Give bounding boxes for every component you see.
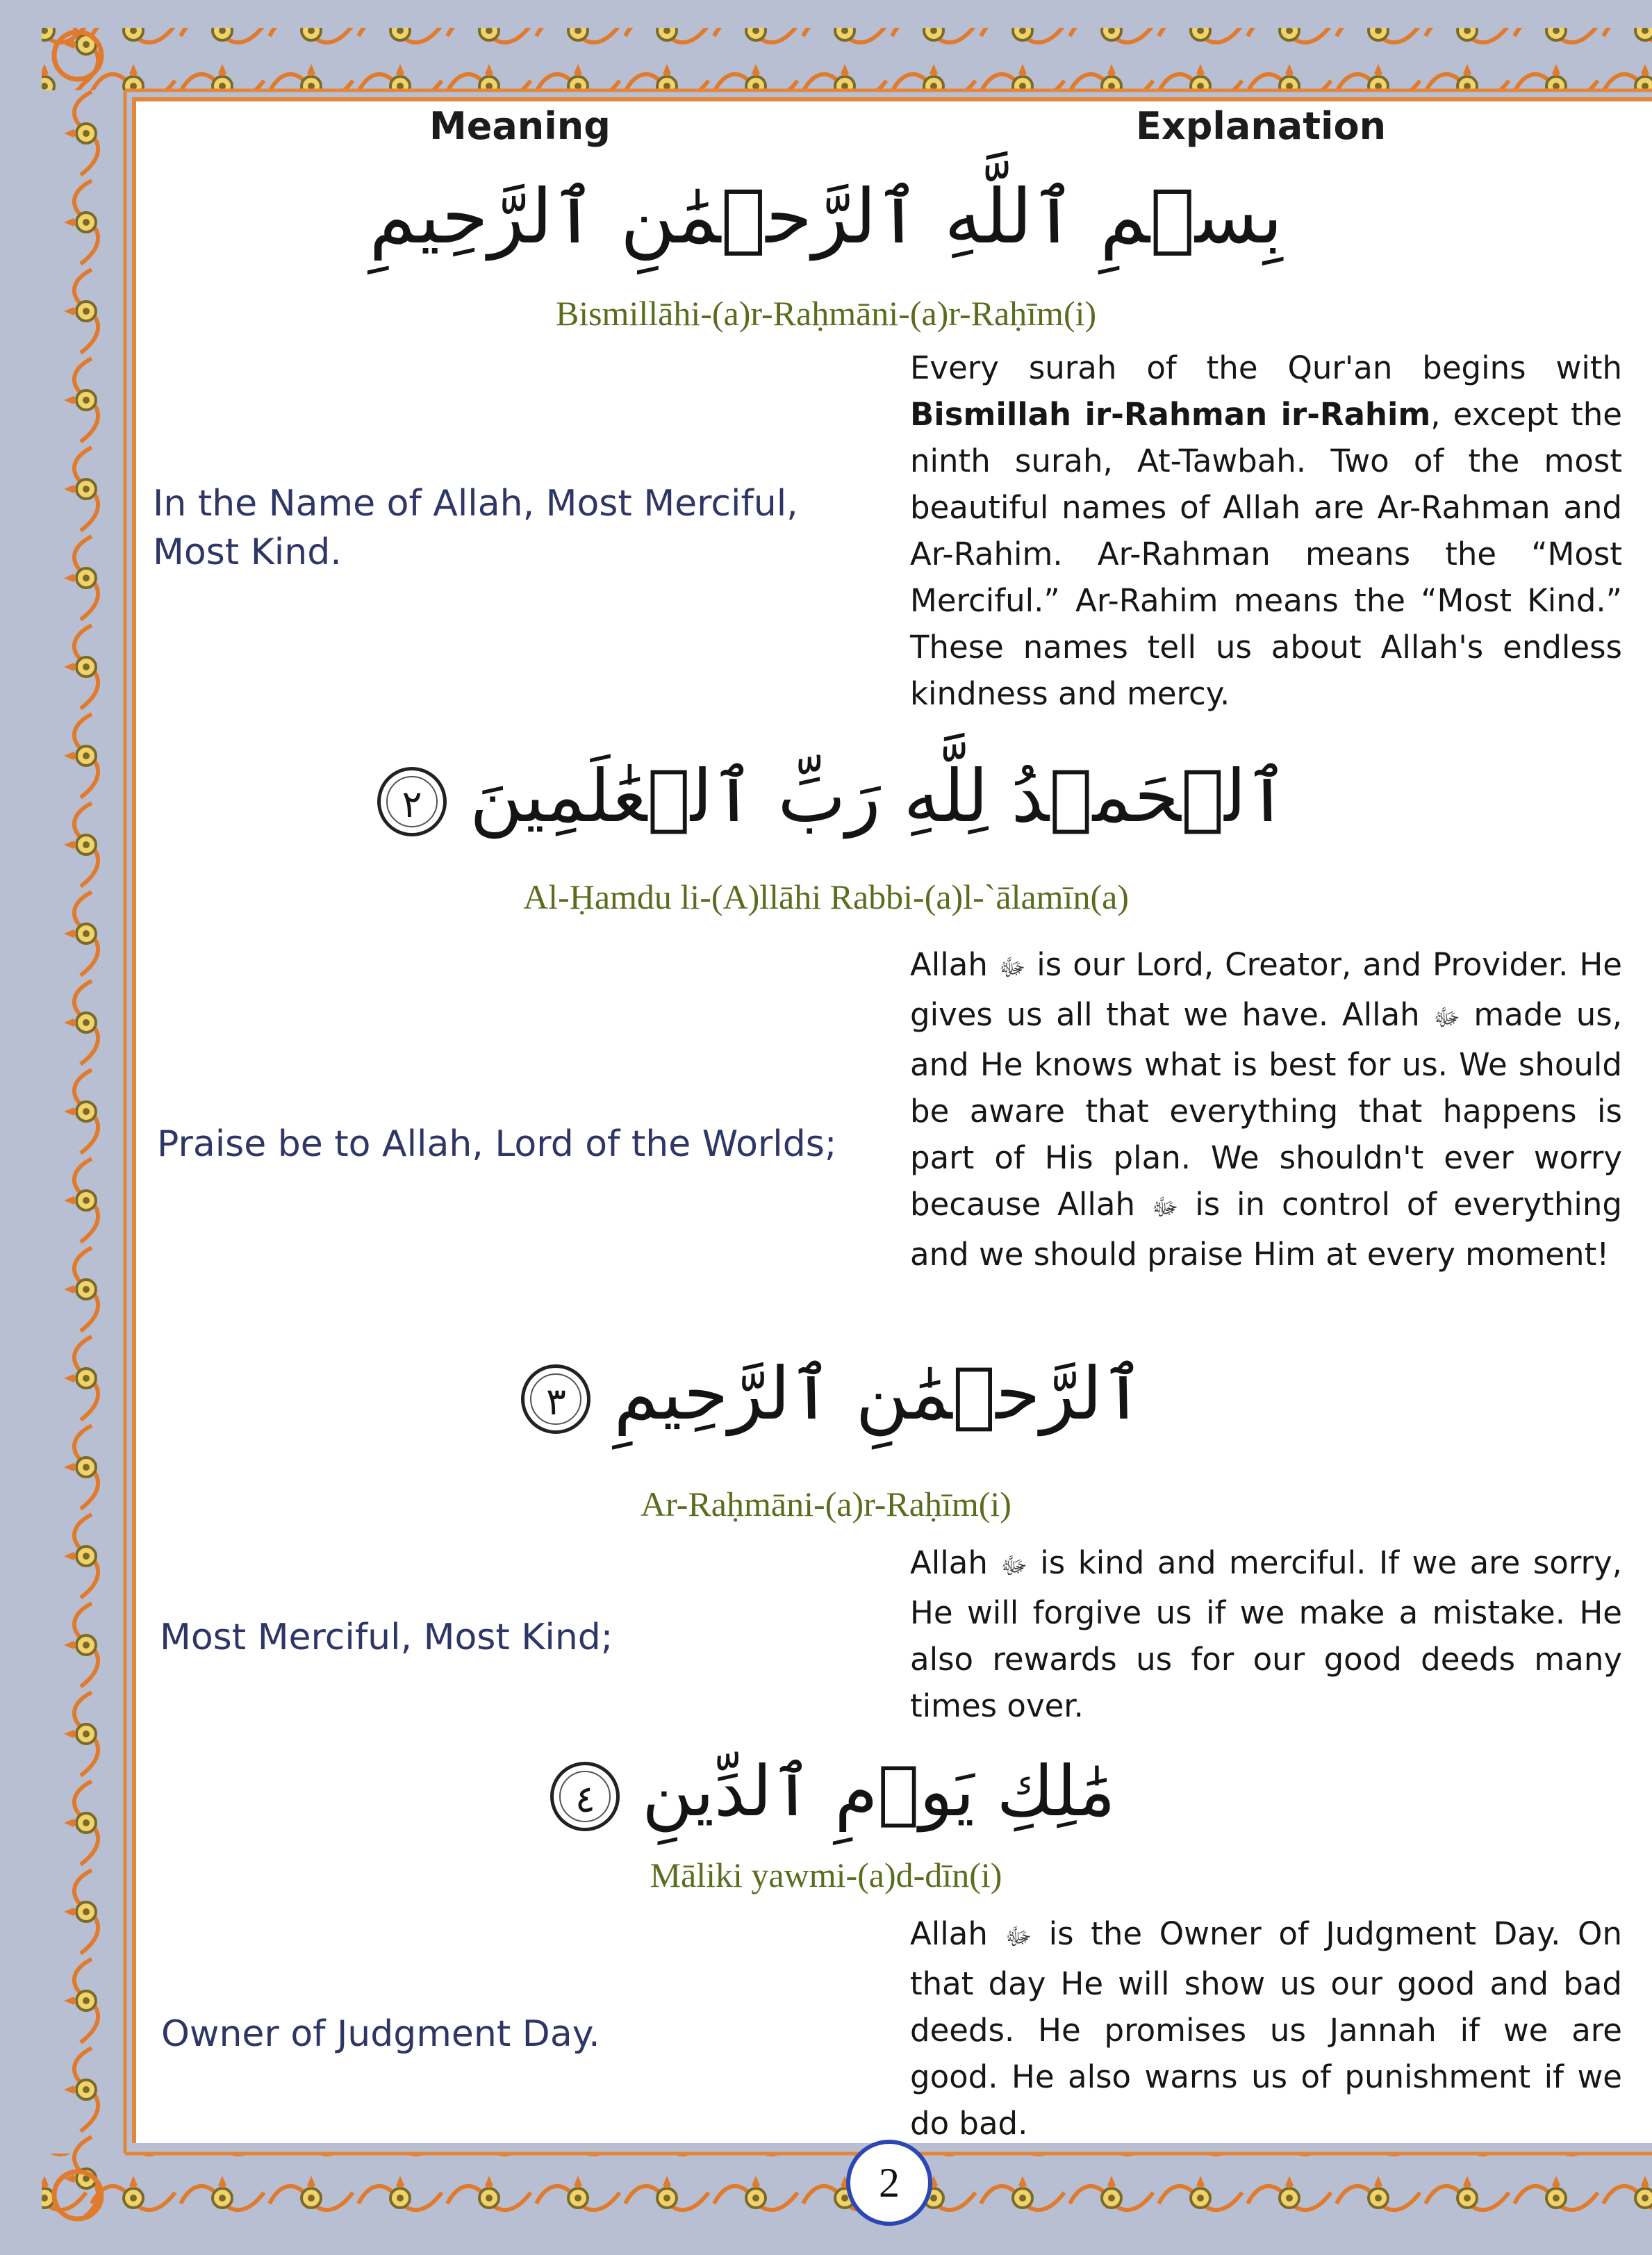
honorific-icon: ﷻ	[1000, 1552, 1027, 1580]
arabic-verse-1	[0, 174, 1652, 261]
ayah-marker-3: ٣	[521, 1364, 590, 1434]
ayah-marker-2: ٢	[377, 767, 447, 836]
explanation-verse-2: Allah ﷻ is our Lord, Creator, and Provider. He gives us all that we have. Allah ﷻ made us, and He knows what is best for us. We should be aware that everything that happens is part of His plan. We shouldn't ever worry because Allah ﷻ is in control of everything and we should praise Him at every moment!	[910, 946, 1622, 1273]
honorific-icon: ﷻ	[1433, 1004, 1460, 1032]
transliteration-verse-3: Ar-Raḥmāni-(a)r-Raḥīm(i)	[641, 1485, 1011, 1523]
arabic-verse-2-text: ٱلۡحَمۡدُ لِلَّهِ رَبِّ ٱلۡعَٰلَمِينَ	[470, 754, 1289, 839]
explanation-header: Explanation	[1136, 104, 1387, 148]
honorific-icon: ﷻ	[1151, 1193, 1179, 1221]
explanation-verse-4: Allah ﷻ is the Owner of Judgment Day. On that day He will show us our good and bad deeds. He promises us Jannah if we are good. He also warns us of punishment if we do bad.	[910, 1915, 1622, 2142]
arabic-verse-4	[0, 1751, 1652, 1832]
meaning-verse-3: Most Merciful, Most Kind;	[160, 1617, 613, 1658]
honorific-icon: ﷻ	[1005, 1923, 1032, 1951]
ayah-marker-4: ٤	[550, 1762, 620, 1831]
explanation-verse-1: Every surah of the Qur'an begins with Bismillah ir-Rahman ir-Rahim, except the ninth surah, At-Tawbah. Two of the most beautiful names of Allah are Ar-Rahman and Ar-Rahim. Ar-Rahman means the “Most Merciful.” Ar-Rahim means the “Most Kind.” These names tell us about Allah's endless kindness and mercy.	[910, 349, 1622, 712]
transliteration-verse-1: Bismillāhi-(a)r-Raḥmāni-(a)r-Raḥīm(i)	[555, 294, 1097, 333]
bismillah-bold: Bismillah ir-Rahman ir-Rahim	[910, 396, 1431, 433]
meaning-verse-2: Praise be to Allah, Lord of the Worlds;	[157, 1123, 837, 1165]
meaning-header: Meaning	[429, 104, 611, 148]
arabic-verse-3-text: ٱلرَّحۡمَٰنِ ٱلرَّحِيمِ	[613, 1351, 1145, 1436]
explanation-verse-3: Allah ﷻ is kind and merciful. If we are sorry, He will forgive us if we make a mistake. He also rewards us for our good deeds many times over.	[910, 1544, 1622, 1724]
arabic-verse-3	[0, 1351, 1652, 1436]
transliteration-verse-4: Māliki yawmi-(a)d-dīn(i)	[650, 1856, 1002, 1894]
transliteration-verse-2: Al-Ḥamdu li-(A)llāhi Rabbi-(a)l-`ālamīn(a)	[523, 877, 1129, 916]
meaning-verse-4: Owner of Judgment Day.	[161, 2013, 600, 2055]
honorific-icon: ﷻ	[998, 954, 1026, 982]
arabic-verse-4-text: مَٰلِكِ يَوۡمِ ٱلدِّينِ	[642, 1751, 1116, 1832]
arabic-verse-1-text: بِسۡمِ ٱللَّهِ ٱلرَّحۡمَٰنِ ٱلرَّحِيمِ	[369, 174, 1283, 261]
arabic-verse-2	[0, 754, 1652, 839]
page-number: 2	[846, 2140, 932, 2226]
meaning-verse-1: In the Name of Allah, Most Merciful, Most Kind.	[153, 483, 798, 573]
